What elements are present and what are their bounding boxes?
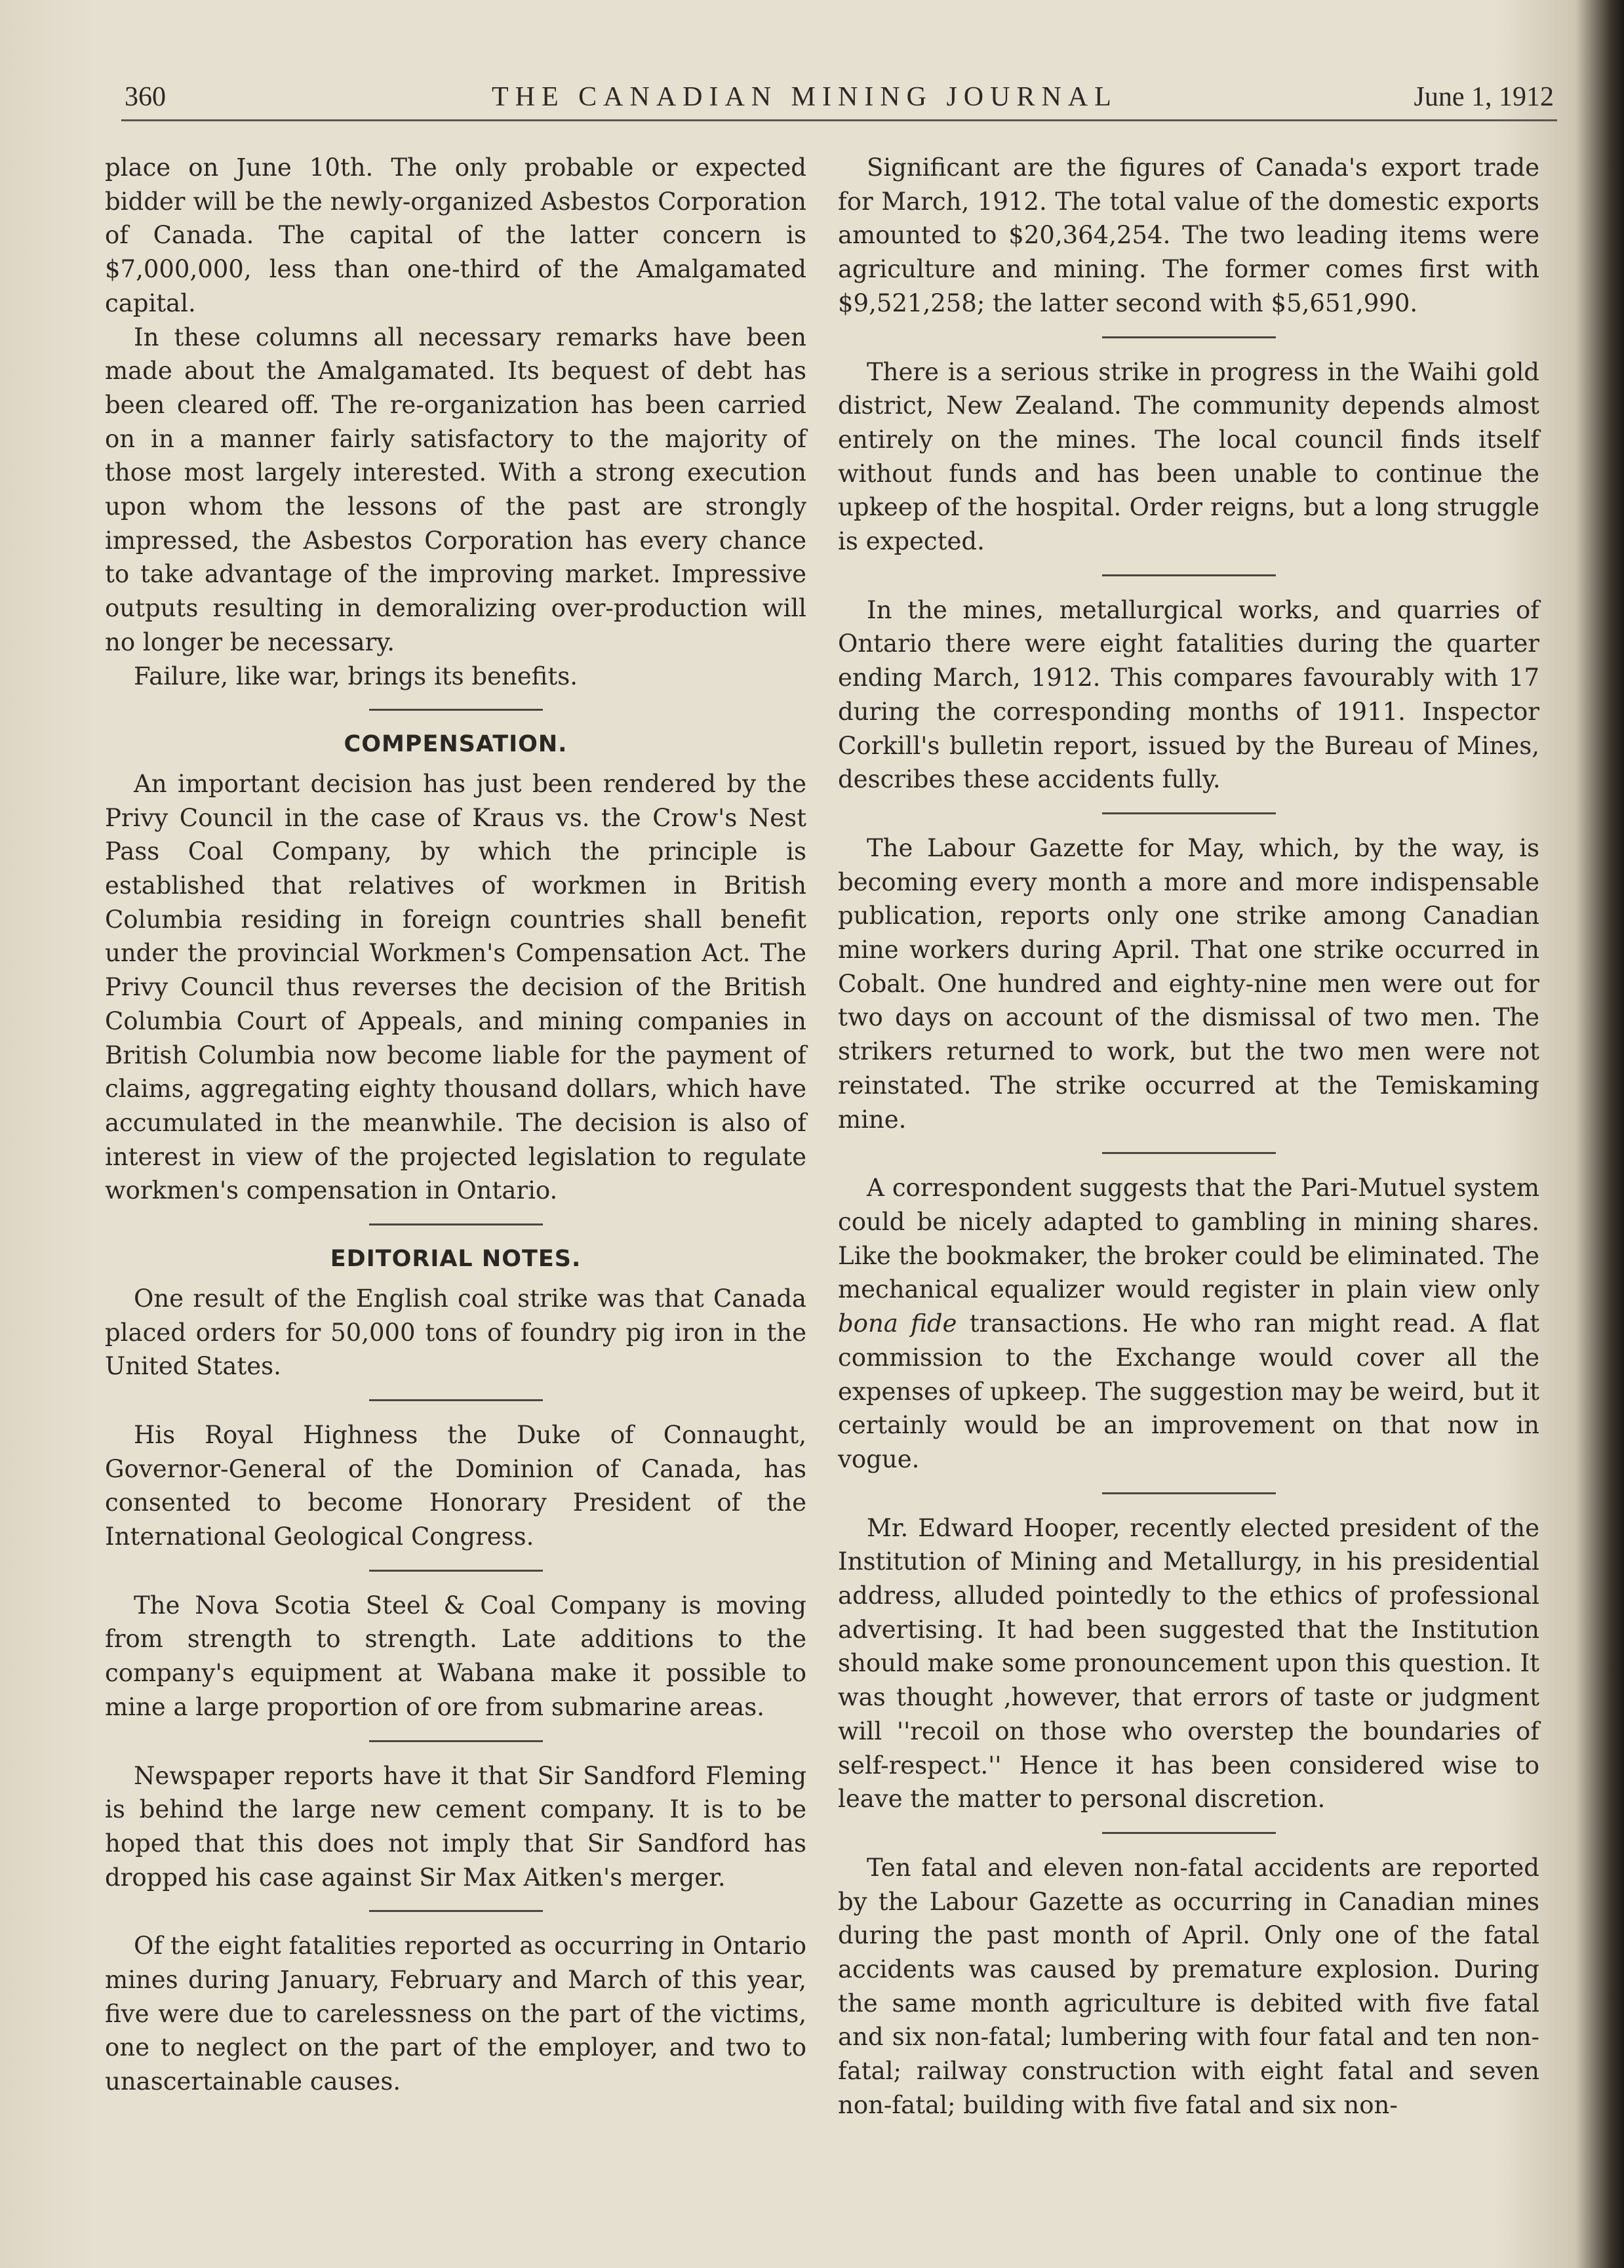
heading-editorial-notes: EDITORIAL NOTES.: [330, 1246, 582, 1273]
paragraph-duke-connaught: His Royal Highness the Duke of Connaught, Governor-General of the Dominion of Canada, has consented to become Honorary President of the International Geological Congress.: [105, 1420, 806, 1551]
paragraph-ontario-fatalities: Of the eight fatalities reported as occurring in Ontario mines during January, February and March of this year, five were due to carelessness on the part of the victims, one to neglect on the part of the employer, and two to unascertainable causes.: [105, 1932, 806, 2096]
paragraph-ontario-quarter: In the mines, metallurgical works, and quarries of Ontario there were eight fatalities during the quarter ending March, 1912. This compares favourably with 17 during the corresponding months of 1911. Inspector Corkill's bulletin report, issued by the Bureau of Mines, describes these accidents fully.: [838, 595, 1539, 794]
paragraph-sandford-fleming: Newspaper reports have it that Sir Sandford Fleming is behind the large new cement company. It is to be hoped that this does not imply that Sir Sandford has dropped his case against Sir Max Aitken's merger.: [105, 1761, 806, 1892]
paragraph-nova-scotia-steel: The Nova Scotia Steel & Coal Company is moving from strength to strength. Late additions to the company's equipment at Wabana make it possible to mine a large proportion of ore from submarine areas.: [105, 1591, 806, 1721]
issue-date: June 1, 1912: [1414, 82, 1554, 112]
paragraph-labour-gazette-strike: The Labour Gazette for May, which, by the way, is becoming every month a more and more indispensable publication, reports only one strike among Canadian mine workers during April. That one strike occurred in Cobalt. One hundred and eighty-nine men were out for two days on account of the dismissal of two men. The strikers returned to work, but the two men were not reinstated. The strike occurred at the Temiskaming mine.: [838, 833, 1539, 1134]
section-divider: [1102, 1492, 1276, 1494]
paragraph-failure: Failure, like war, brings its benefits.: [134, 662, 578, 690]
page-header: [125, 81, 1554, 121]
paragraph-compensation: An important decision has just been rendered by the Privy Council in the case of Kraus vs. the Crow's Nest Pass Coal Company, by which the principle is established that relatives of workmen in British Columbia residing in foreign countries shall benefit under the provincial Workmen's Compensation Act. The Privy Council thus reverses the decision of the British Columbia Court of Appeals, and mining companies in British Columbia now become liable for the payment of claims, aggregating eighty thousand dollars, which have accumulated in the meanwhile. The decision is also of interest in view of the projected legislation to regulate workmen's compensation in Ontario.: [105, 769, 806, 1205]
paragraph-pari-mutuel: [838, 1171, 1539, 1476]
section-divider: [369, 1570, 543, 1572]
page-number: 360: [125, 82, 166, 112]
section-divider: [369, 709, 543, 711]
paragraph-coal-strike: One result of the English coal strike was that Canada placed orders for 50,000 tons of foundry pig iron in the United States.: [105, 1284, 806, 1381]
paragraph-fatal-accidents: Ten fatal and eleven non-fatal accidents are reported by the Labour Gazette as occurring in Canadian mines during the past month of April. Only one of the fatal accidents was caused by premature explosion. During the same month agriculture is debited with five fatal and six non-fatal; lumbering with four fatal and ten non-fatal; railway construction with eight fatal and seven non-fatal; building with five fatal and six non-: [838, 1853, 1539, 2119]
paragraph-asbestos-bidder: place on June 10th. The only probable or expected bidder will be the newly-organized Asbestos Corporation of Canada. The capital of the latter concern is $7,000,000, less than one-third of the Amalgamated capital.: [105, 153, 806, 317]
paragraph-amalgamated: In these columns all necessary remarks have been made about the Amalgamated. Its bequest of debt has been cleared off. The re-organization has been carried on in a manner fairly satisfactory to the majority of those most largely interested. With a strong execution upon whom the lessons of the past are strongly impressed, the Asbestos Corporation has every chance to take advantage of the improving market. Impressive outputs resulting in demoralizing over-production will no longer be necessary.: [105, 323, 806, 656]
right-column: [838, 151, 1539, 2122]
paragraph-waihi-strike: There is a serious strike in progress in the Waihi gold district, New Zealand. The community depends almost entirely on the mines. The local council finds itself without funds and has been unable to continue the upkeep of the hospital. Order reigns, but a long struggle is expected.: [838, 357, 1539, 556]
pari-mutuel-italic: bona fide: [838, 1309, 957, 1338]
section-divider: [1102, 336, 1276, 338]
section-divider: [1102, 812, 1276, 814]
section-divider: [369, 1399, 543, 1401]
section-divider: [1102, 1152, 1276, 1154]
pari-mutuel-text-a: A correspondent suggests that the Pari-Mutuel system could be nicely adapted to gambling in mining shares. Like the bookmaker, the broker could be eliminated. The mechanical equalizer would register in plain view only: [838, 1174, 1539, 1304]
left-column: [105, 151, 806, 2099]
section-divider: [369, 1224, 543, 1225]
publication-title: THE CANADIAN MINING JOURNAL: [492, 82, 1118, 112]
section-divider: [369, 1740, 543, 1742]
paragraph-edward-hooper: Mr. Edward Hooper, recently elected president of the Institution of Mining and Metallurgy, in his presidential address, alluded pointedly to the ethics of professional advertising. It had been suggested that the Institution should make some pronouncement upon this question. It was thought ,however, that errors of taste or judgment will ''recoil on those who overstep the boundaries of self-respect.'' Hence it has been considered wise to leave the matter to personal discretion.: [838, 1513, 1539, 1814]
header-rule: [121, 119, 1557, 121]
pari-mutuel-text-b: transactions. He who ran might read. A flat commission to the Exchange would cover all the expenses of upkeep. The suggestion may be weird, but it certainly would be an improvement on that now in vogue.: [838, 1309, 1540, 1473]
paragraph-export-trade: Significant are the figures of Canada's export trade for March, 1912. The total value of the domestic exports amounted to $20,364,254. The two leading items were agriculture and mining. The former comes first with $9,521,258; the latter second with $5,651,990.: [838, 153, 1539, 317]
section-divider: [369, 1910, 543, 1912]
section-divider: [1102, 1832, 1276, 1834]
section-divider: [1102, 574, 1276, 576]
heading-compensation: COMPENSATION.: [344, 731, 568, 758]
